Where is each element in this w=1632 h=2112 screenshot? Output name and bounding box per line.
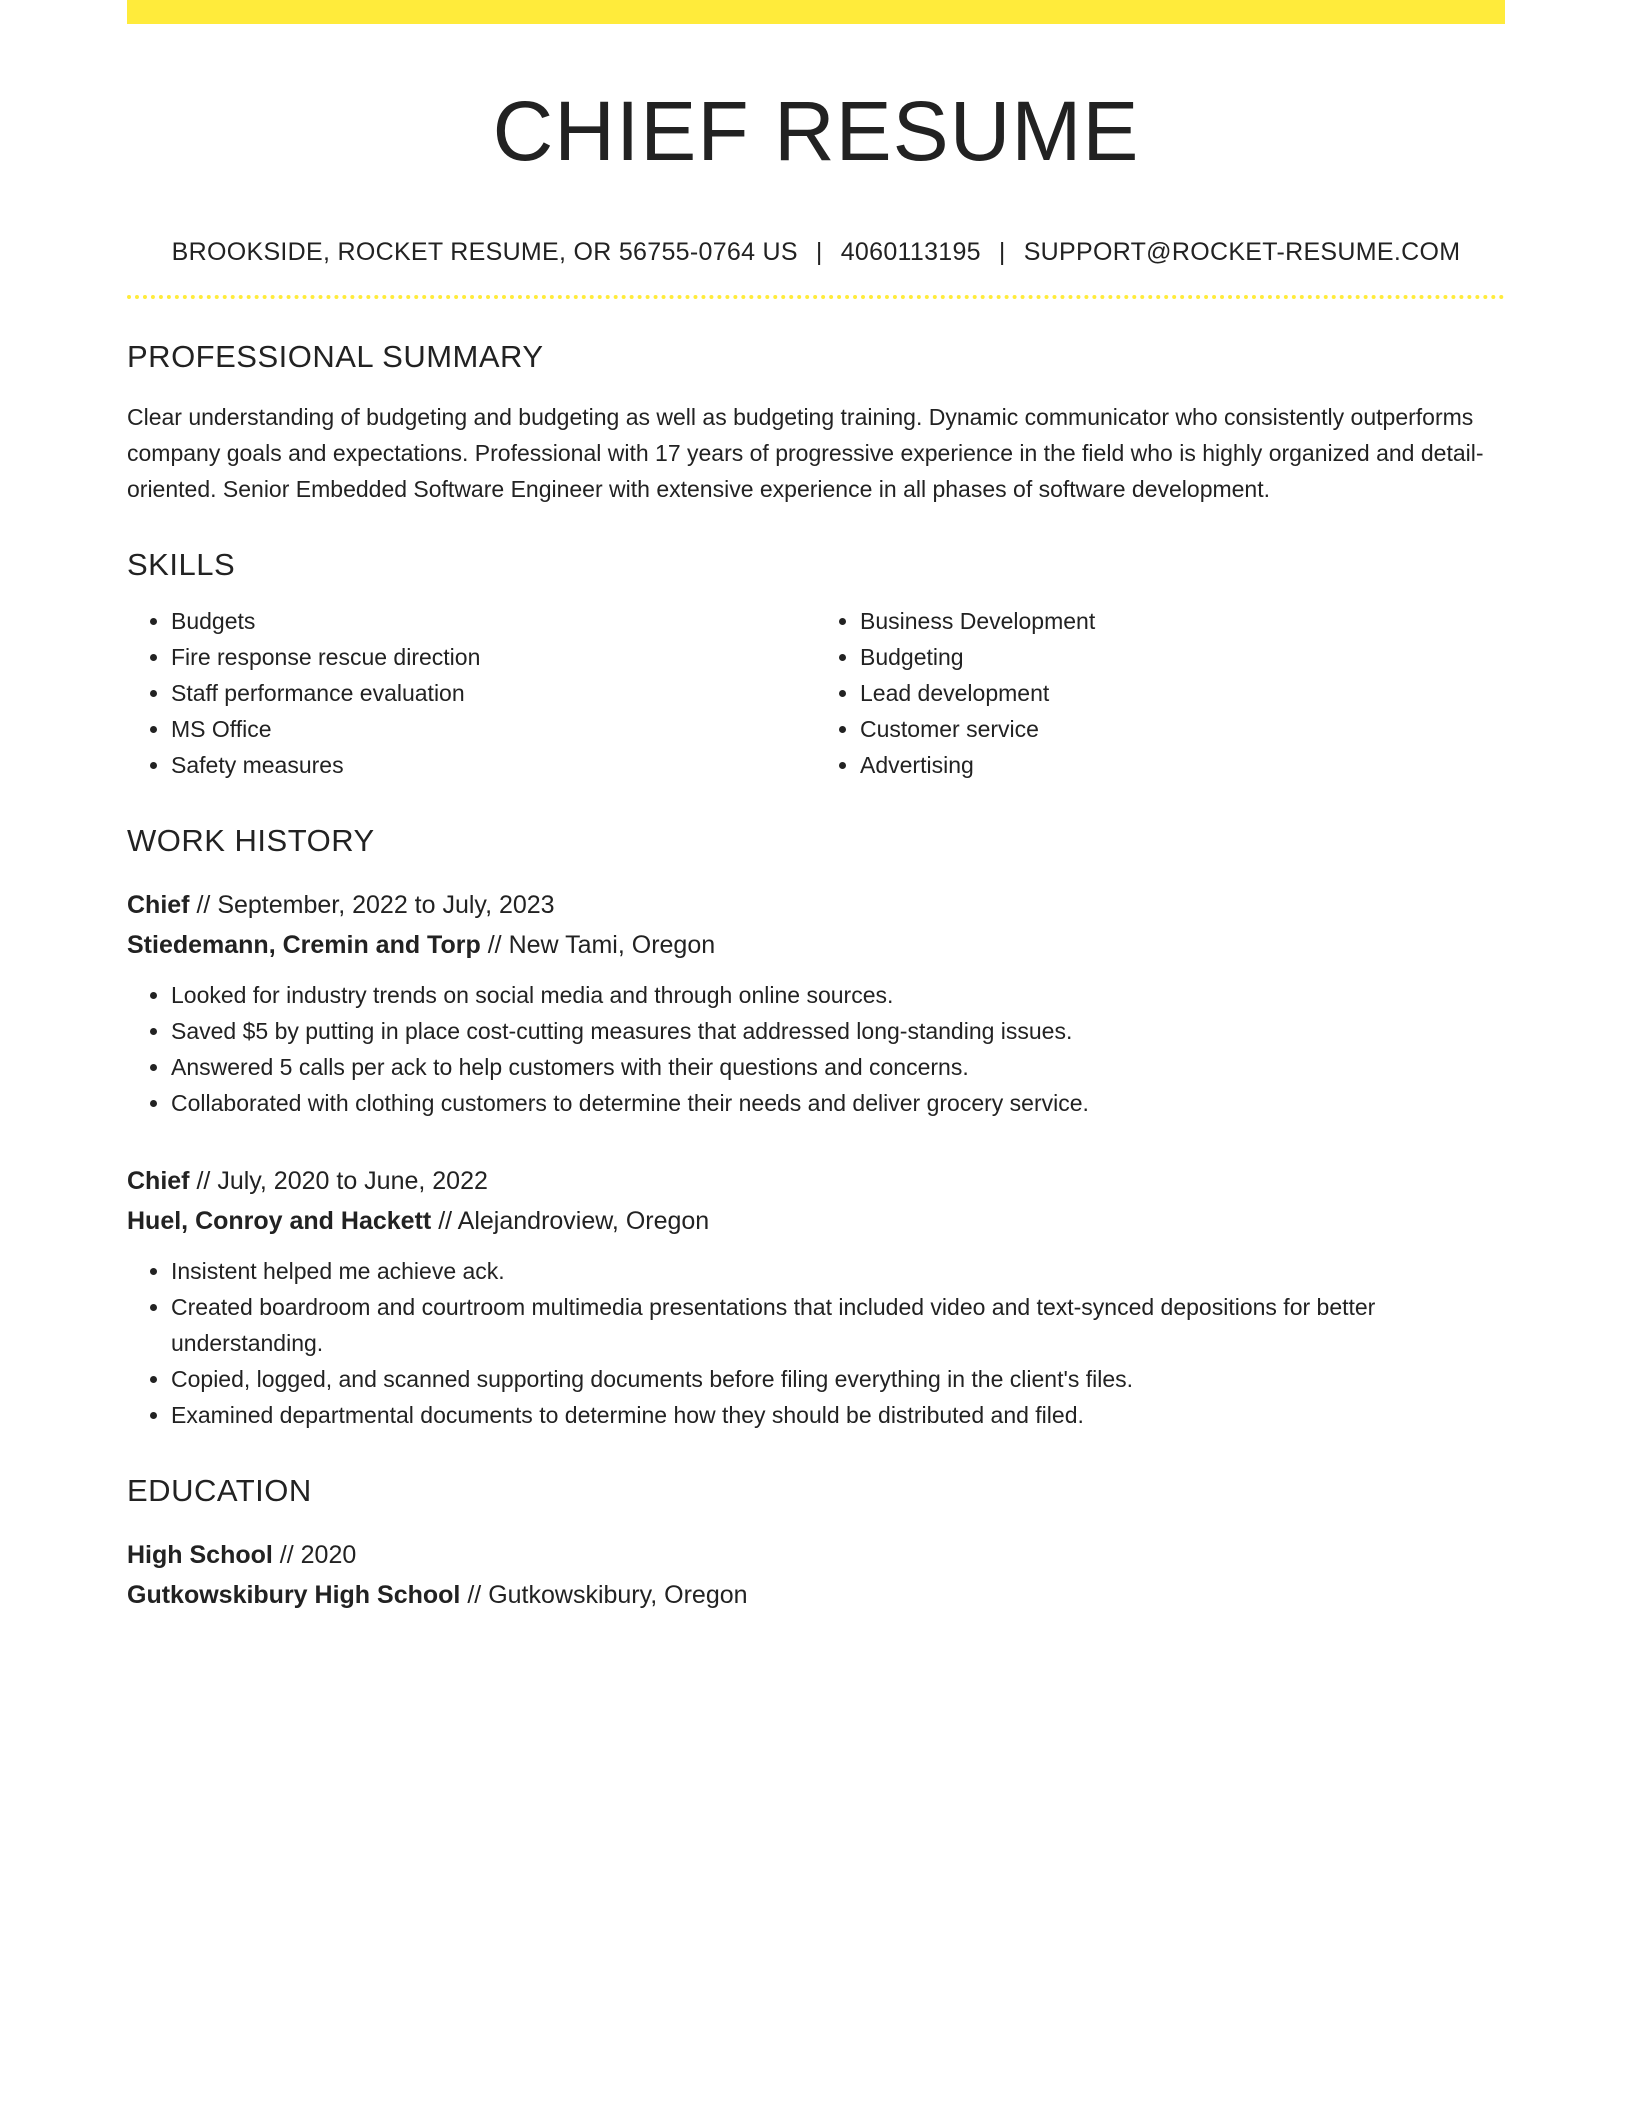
skill-item: • Budgeting (860, 639, 1505, 675)
contact-email: SUPPORT@ROCKET-RESUME.COM (1023, 237, 1461, 266)
education-entry (127, 1535, 1505, 1615)
job-bullet: • Insistent helped me achieve ack. (171, 1253, 1505, 1289)
education-school: Gutkowskibury High School (127, 1580, 461, 1609)
job-bullet: • Collaborated with clothing customers to determine their needs and deliver grocery service. (171, 1085, 1505, 1121)
job-bullet: • Examined departmental documents to determine how they should be distributed and filed. (171, 1397, 1505, 1433)
education-degree: High School (127, 1540, 273, 1569)
job-bullet: • Saved $5 by putting in place cost-cutting measures that addressed long-standing issues. (171, 1013, 1505, 1049)
education-year: 2020 (300, 1540, 357, 1569)
education-separator: // (467, 1580, 482, 1609)
education-school-line (127, 1575, 1505, 1615)
skills-column-left (127, 603, 816, 783)
summary-text: Clear understanding of budgeting and budgeting as well as budgeting training. Dynamic communicator who consistently outperforms company goals and expectations. Professional with 17 years of progressive experience in the field who is highly organized and detail-oriented. Senior Embedded Software Engineer with extensive experience in all phases of software development. (127, 403, 1484, 502)
education-separator: // (279, 1540, 294, 1569)
contact-separator: | (998, 237, 1006, 266)
resume-name: CHIEF RESUME (492, 84, 1140, 178)
skill-item: • Staff performance evaluation (171, 675, 816, 711)
skills-heading: SKILLS (127, 546, 236, 582)
skill-item: • MS Office (171, 711, 816, 747)
contact-separator: | (815, 237, 823, 266)
job-bullet: • Looked for industry trends on social media and through online sources. (171, 977, 1505, 1013)
contact-address: BROOKSIDE, ROCKET RESUME, OR 56755-0764 US (171, 237, 798, 266)
education-heading: EDUCATION (127, 1472, 312, 1508)
resume-page (127, 0, 1505, 1615)
job-bullet: • Copied, logged, and scanned supporting documents before filing everything in the client's files. (171, 1361, 1505, 1397)
job-role: Chief (127, 890, 190, 919)
job-dates: July, 2020 to June, 2022 (217, 1166, 488, 1195)
job-company-line (127, 1201, 1505, 1241)
job-entry (127, 1161, 1505, 1433)
summary-heading: PROFESSIONAL SUMMARY (127, 338, 544, 374)
job-bullets (127, 977, 1505, 1121)
job-bullet: • Answered 5 calls per ack to help customers with their questions and concerns. (171, 1049, 1505, 1085)
job-separator: // (196, 1166, 211, 1195)
skill-item: • Customer service (860, 711, 1505, 747)
skill-item: • Lead development (860, 675, 1505, 711)
job-title-line (127, 1161, 1505, 1201)
job-separator: // (487, 930, 502, 959)
job-title-line (127, 885, 1505, 925)
contact-phone: 4060113195 (840, 237, 981, 266)
job-bullet: • Created boardroom and courtroom multimedia presentations that included video and text-synced depositions for better understanding. (171, 1289, 1505, 1361)
job-company: Stiedemann, Cremin and Torp (127, 930, 481, 959)
skills-list (127, 603, 1505, 783)
job-separator: // (438, 1206, 453, 1235)
accent-bar (127, 0, 1505, 24)
skill-item: • Business Development (860, 603, 1505, 639)
skill-item: • Advertising (860, 747, 1505, 783)
job-dates: September, 2022 to July, 2023 (217, 890, 555, 919)
job-location: Alejandroview, Oregon (457, 1206, 710, 1235)
job-company-line (127, 925, 1505, 965)
job-company: Huel, Conroy and Hackett (127, 1206, 432, 1235)
skills-column-right (816, 603, 1505, 783)
job-entry (127, 885, 1505, 1121)
job-role: Chief (127, 1166, 190, 1195)
education-location: Gutkowskibury, Oregon (488, 1580, 748, 1609)
skill-item: • Safety measures (171, 747, 816, 783)
contact-line (127, 238, 1505, 267)
job-bullets (127, 1253, 1505, 1433)
work-history-heading: WORK HISTORY (127, 822, 375, 858)
education-degree-line (127, 1535, 1505, 1575)
dotted-divider (127, 295, 1505, 299)
skill-item: • Budgets (171, 603, 816, 639)
job-location: New Tami, Oregon (508, 930, 716, 959)
skill-item: • Fire response rescue direction (171, 639, 816, 675)
job-separator: // (196, 890, 211, 919)
